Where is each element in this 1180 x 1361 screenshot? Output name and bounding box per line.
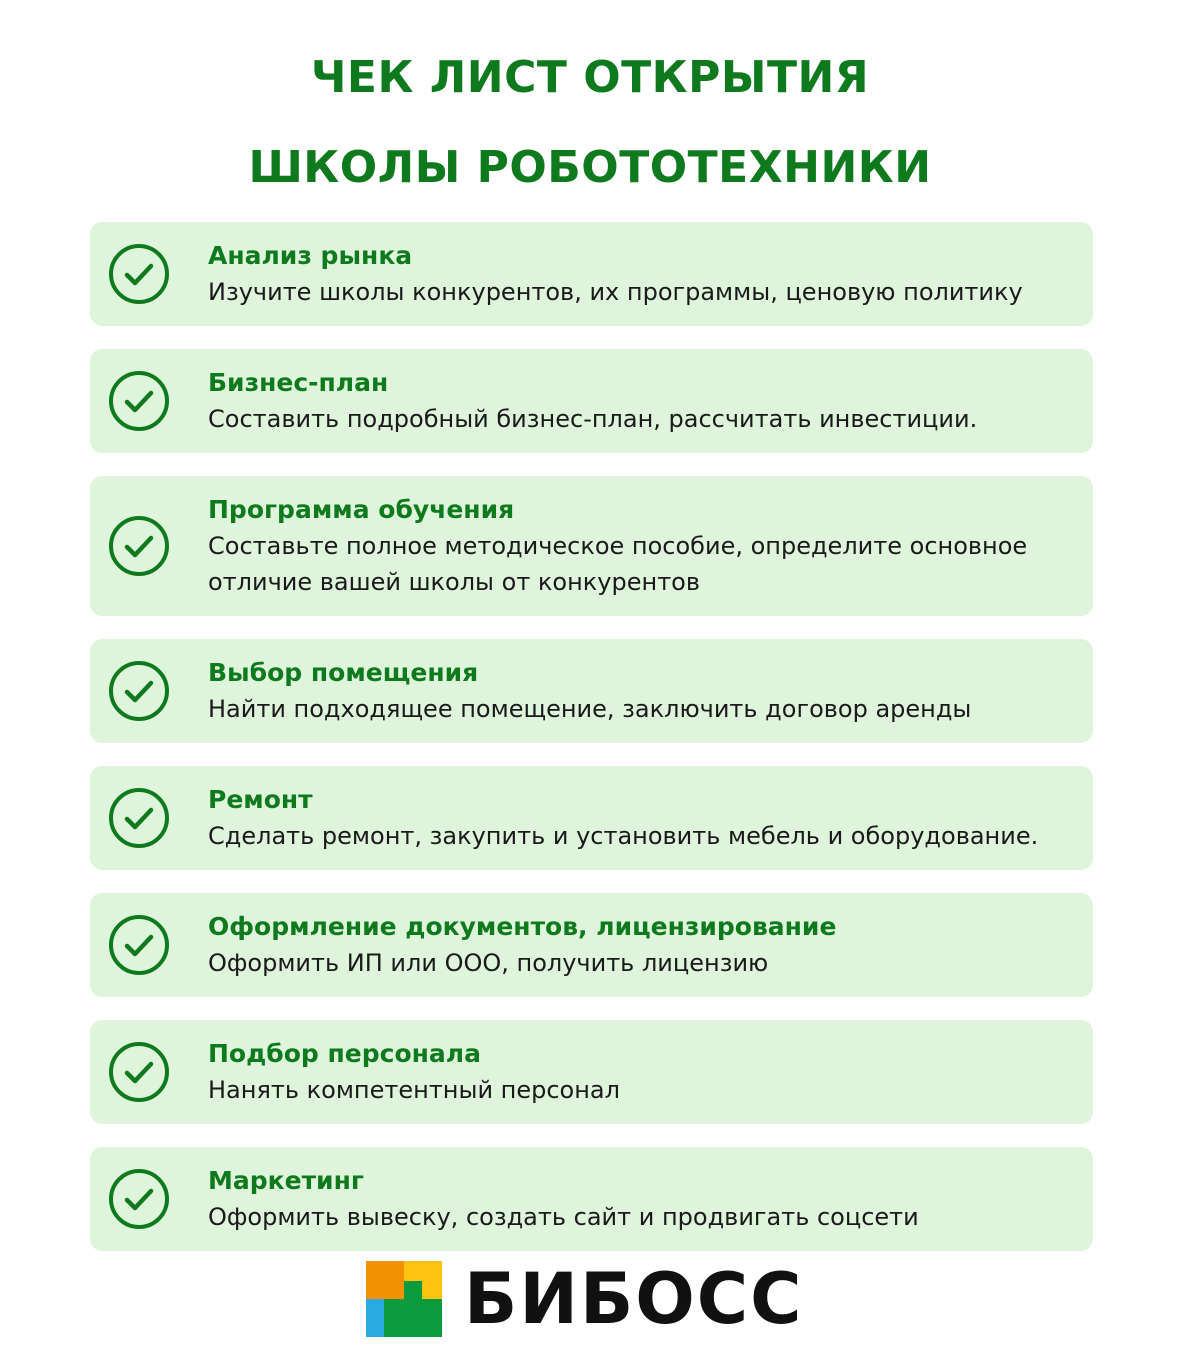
brand-name: БИБОСС — [464, 1258, 804, 1340]
checklist-item-description: Составить подробный бизнес-план, рассчитать инвестиции. — [208, 405, 978, 433]
check-circle-icon — [108, 1168, 170, 1230]
checklist-item-title: Бизнес-план — [208, 368, 389, 397]
check-circle-icon — [108, 370, 170, 432]
check-circle-icon — [108, 787, 170, 849]
check-circle-icon — [108, 660, 170, 722]
check-circle-icon — [108, 515, 170, 577]
checklist-item-description: Сделать ремонт, закупить и установить мебель и оборудование. — [208, 822, 1039, 850]
checklist-item-description: Оформить ИП или ООО, получить лицензию — [208, 949, 769, 977]
checklist-item-marketing — [90, 1147, 1093, 1251]
check-circle-icon — [108, 1041, 170, 1103]
checklist-item-curriculum — [90, 476, 1093, 616]
checklist-item-premises — [90, 639, 1093, 743]
checklist-item-title: Подбор персонала — [208, 1039, 481, 1068]
checklist-item-description: Нанять компетентный персонал — [208, 1076, 620, 1104]
checklist-item-description: Оформить вывеску, создать сайт и продвигать соцсети — [208, 1203, 919, 1231]
page-title-line-1: ЧЕК ЛИСТ ОТКРЫТИЯ — [310, 52, 870, 103]
page-title-line-2: ШКОЛЫ РОБОТОТЕХНИКИ — [248, 142, 932, 193]
checklist-item-documents — [90, 893, 1093, 997]
checklist-item-title: Ремонт — [208, 785, 313, 814]
checklist — [90, 222, 1093, 1274]
checklist-item-title: Программа обучения — [208, 495, 515, 524]
checklist-item-title: Оформление документов, лицензирование — [208, 912, 837, 941]
checklist-item-description: Изучите школы конкурентов, их программы, ценовую политику — [208, 278, 1023, 306]
checklist-item-title: Анализ рынка — [208, 241, 413, 270]
checklist-item-description: Составьте полное методическое пособие, определите основное отличие вашей школы от конкурентов — [208, 532, 1028, 596]
checklist-item-market-analysis — [90, 222, 1093, 326]
brand-logo — [366, 1258, 804, 1340]
brand-logo-icon — [366, 1261, 442, 1337]
checklist-item-renovation — [90, 766, 1093, 870]
checklist-item-business-plan — [90, 349, 1093, 453]
check-circle-icon — [108, 243, 170, 305]
checklist-item-title: Выбор помещения — [208, 658, 479, 687]
checklist-item-staff — [90, 1020, 1093, 1124]
check-circle-icon — [108, 914, 170, 976]
checklist-item-description: Найти подходящее помещение, заключить договор аренды — [208, 695, 972, 723]
checklist-item-title: Маркетинг — [208, 1166, 364, 1195]
